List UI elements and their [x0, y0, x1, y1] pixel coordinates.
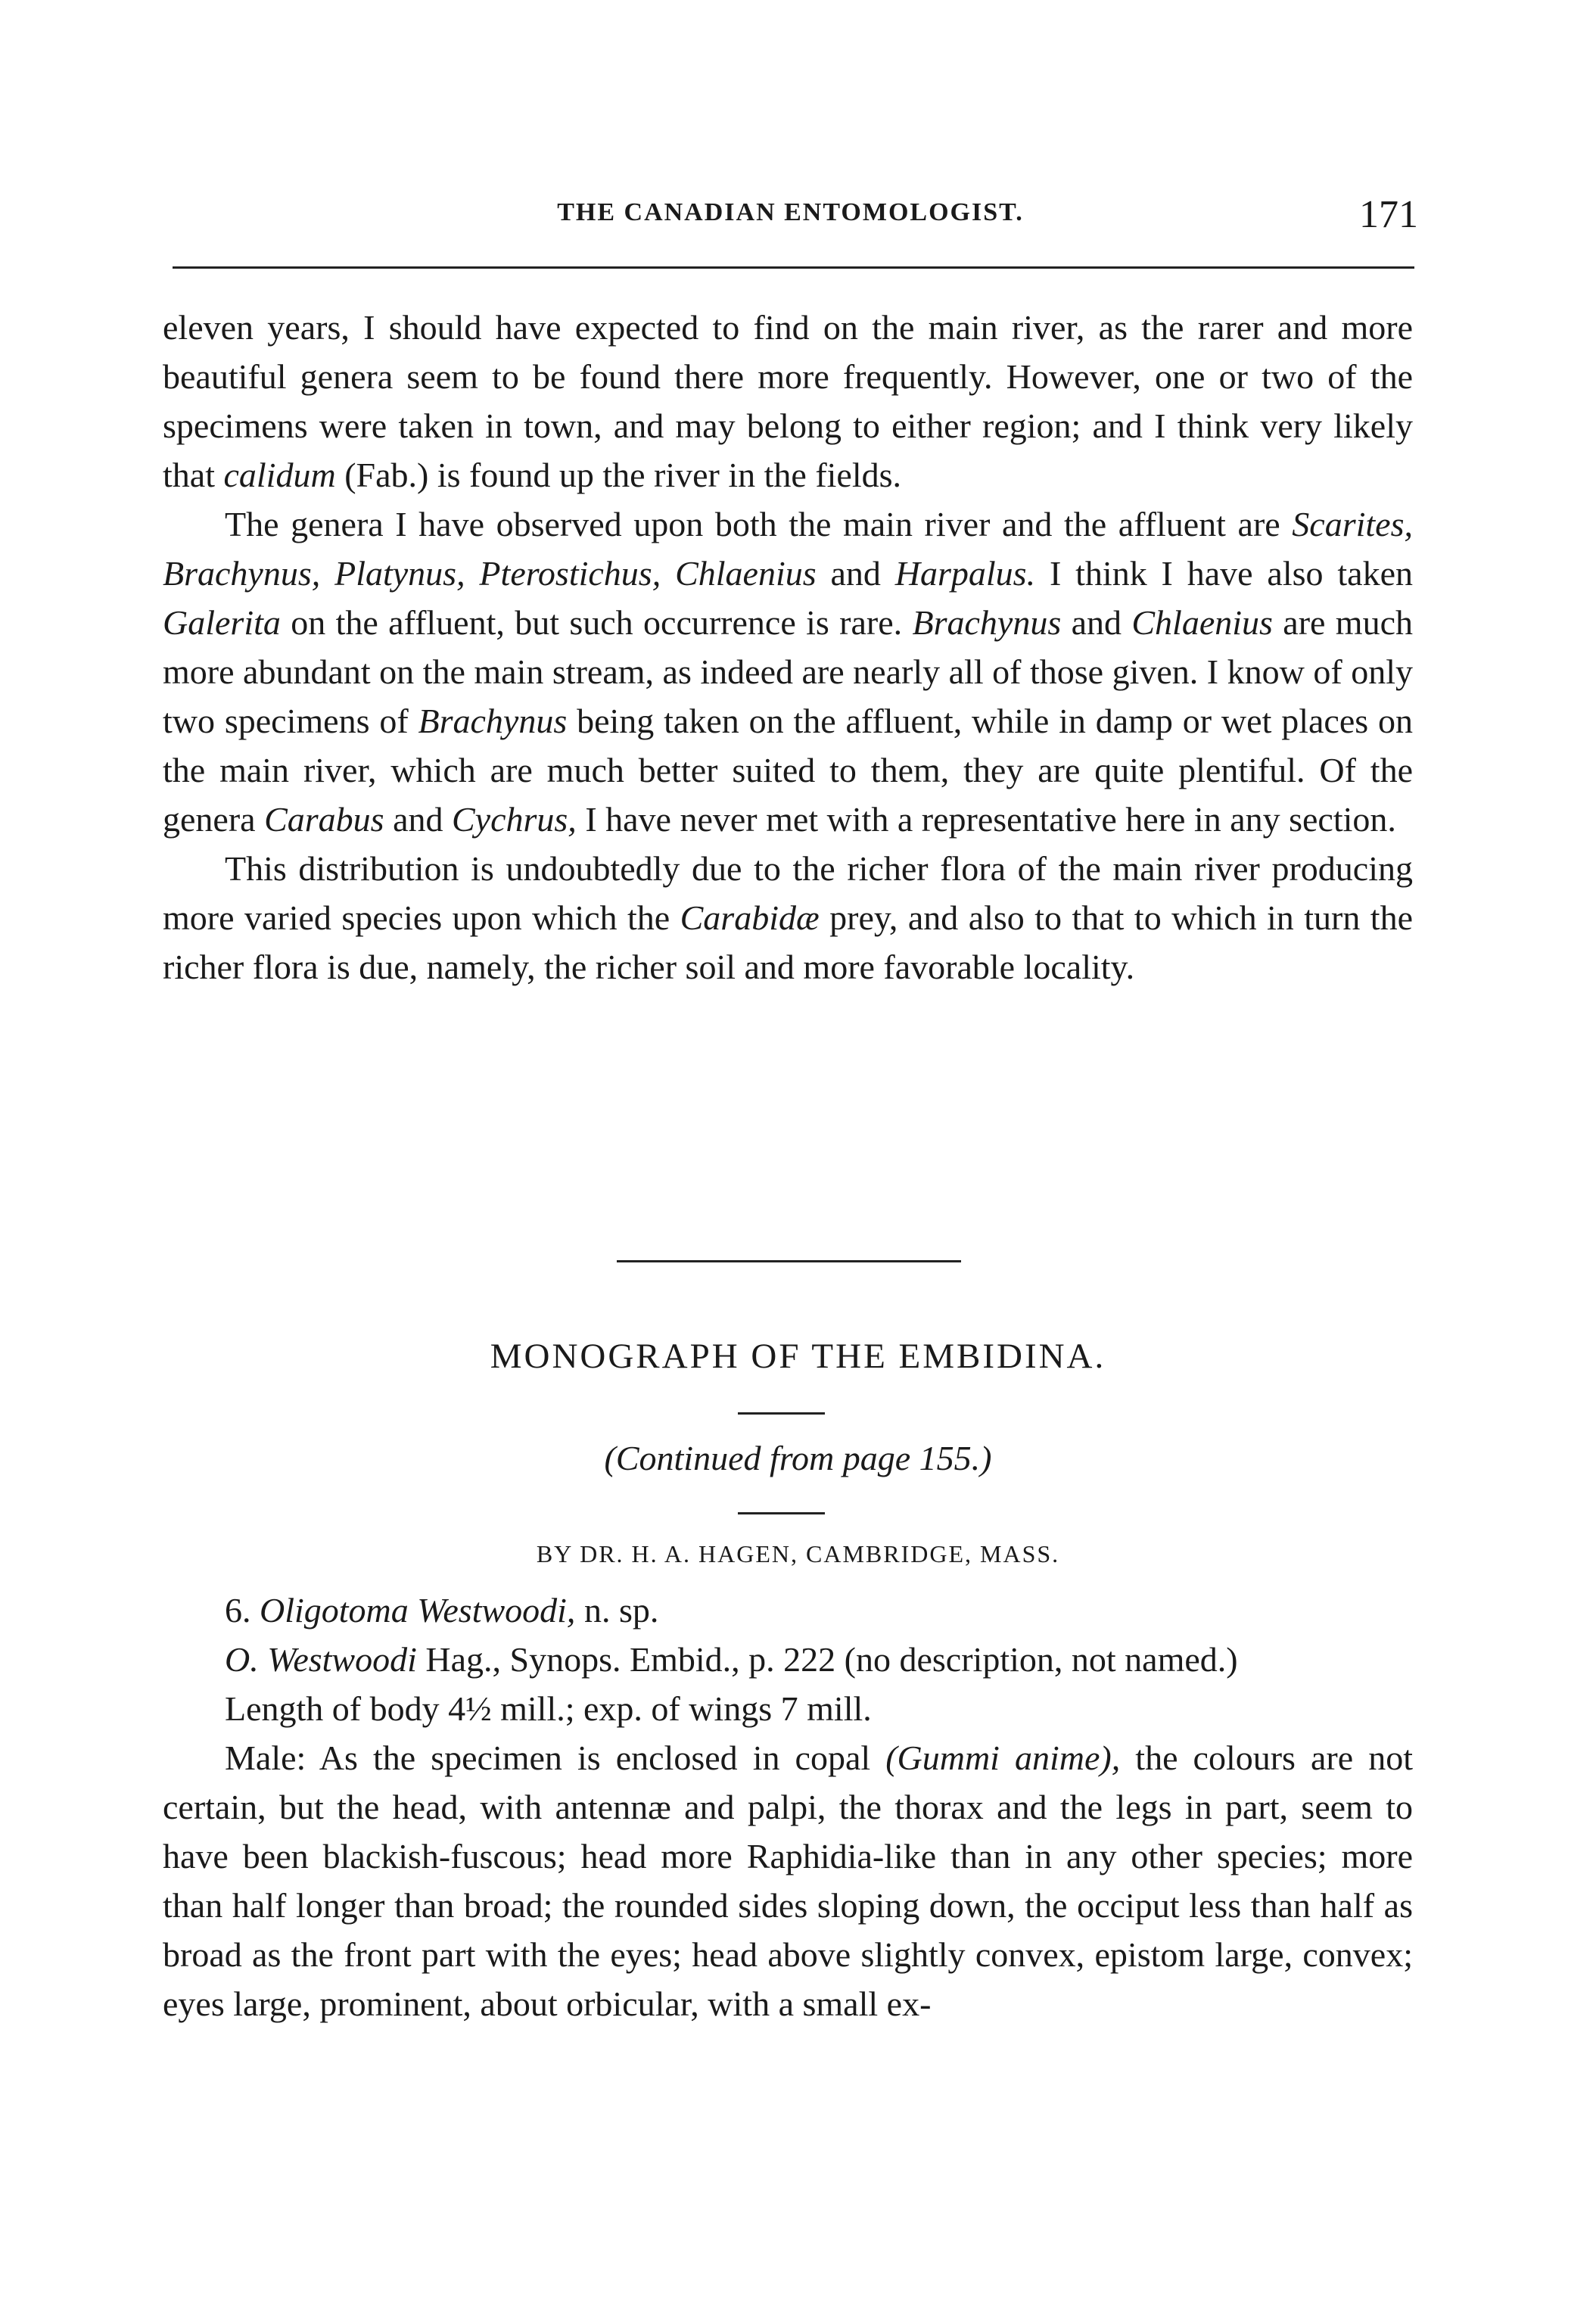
title-rule [738, 1412, 825, 1415]
paragraph [163, 303, 1413, 500]
paragraph [163, 1684, 1413, 1733]
italic-text: Scarites, Brachynus, Platynus, Pterostichus, Chlaenius [163, 505, 1413, 593]
italic-text: Chlaenius [1131, 603, 1273, 642]
running-header [163, 193, 1418, 236]
italic-text: Brachynus [912, 603, 1062, 642]
paragraph [163, 1733, 1413, 2028]
text-run: are much more abundant on the main stream, as indeed are nearly all of those given. I know of only two specimens of [163, 603, 1414, 740]
continued-note: (Continued from page 155.) [604, 1439, 992, 1477]
journal-title: THE CANADIAN ENTOMOLOGIST. [557, 198, 1024, 226]
paragraph [163, 500, 1413, 844]
text-run: n. sp. [575, 1591, 659, 1630]
text-run: 6. [225, 1591, 260, 1630]
article-continuation [163, 303, 1413, 991]
italic-text: Carabus [264, 800, 384, 839]
italic-text: O. Westwoodi [225, 1640, 417, 1679]
text-run: and [384, 800, 452, 839]
header-rule [173, 266, 1414, 269]
text-run: Length of body 4½ mill.; exp. of wings 7 mill. [225, 1689, 872, 1728]
byline: BY DR. H. A. HAGEN, CAMBRIDGE, MASS. [536, 1540, 1060, 1567]
text-run: eleven years, I should have expected to find on the main river, as the rarer and more beautiful genera seem to be found there more frequently. However, one or two of the specimens were taken in town, and may belong to either region; and I think very likely that [163, 308, 1413, 494]
article-body [163, 1586, 1413, 2028]
text-run: the colours are not certain, but the head, with antennæ and palpi, the thorax and the legs in part, seem to have been blackish-fuscous; head more Raphidia-like than in any other species; more than half longer than broad; the rounded sides sloping down, the occiput less than half as broad as the front part with the eyes; head above slightly convex, epistom large, convex; eyes large, prominent, about orbicular, with a small ex- [163, 1738, 1413, 2023]
text-run: prey, and also to that to which in turn the richer flora is due, namely, the richer soil and more favorable locality. [163, 898, 1413, 986]
text-run: Male: As the specimen is enclosed in copal [225, 1738, 886, 1777]
text-run: The genera I have observed upon both the main river and the affluent are [225, 505, 1293, 543]
italic-text: calidum [223, 456, 336, 494]
section-divider [617, 1260, 961, 1262]
page-number: 171 [1359, 193, 1418, 236]
italic-text: Harpalus. [894, 554, 1036, 593]
italic-text: Oligotoma Westwoodi, [260, 1591, 576, 1630]
text-run: I have never met with a representative here in any section. [576, 800, 1396, 839]
italic-text: (Gummi anime), [885, 1738, 1121, 1777]
text-run: I think I have also taken [1035, 554, 1414, 593]
paragraph [163, 1635, 1413, 1684]
text-run: on the affluent, but such occurrence is rare. [280, 603, 913, 642]
italic-text: Carabidæ [680, 898, 820, 937]
text-run: and [1061, 603, 1132, 642]
article-title: MONOGRAPH OF THE EMBIDINA. [490, 1337, 1106, 1376]
text-run: Hag., Synops. Embid., p. 222 (no description, not named.) [416, 1640, 1238, 1679]
text-run: This distribution is undoubtedly due to the richer flora of the main river producing more varied species upon which the [163, 849, 1413, 937]
text-run: (Fab.) is found up the river in the fields. [335, 456, 902, 494]
paragraph [163, 844, 1413, 991]
text-run: being taken on the affluent, while in damp or wet places on the main river, which are much better suited to them, they are quite plentiful. Of the genera [163, 702, 1413, 839]
subtitle-rule [738, 1512, 825, 1514]
italic-text: Brachynus [418, 702, 568, 740]
text-run: and [816, 554, 895, 593]
italic-text: Cychrus, [451, 800, 577, 839]
italic-text: Galerita [163, 603, 281, 642]
species-heading [163, 1586, 1413, 1635]
